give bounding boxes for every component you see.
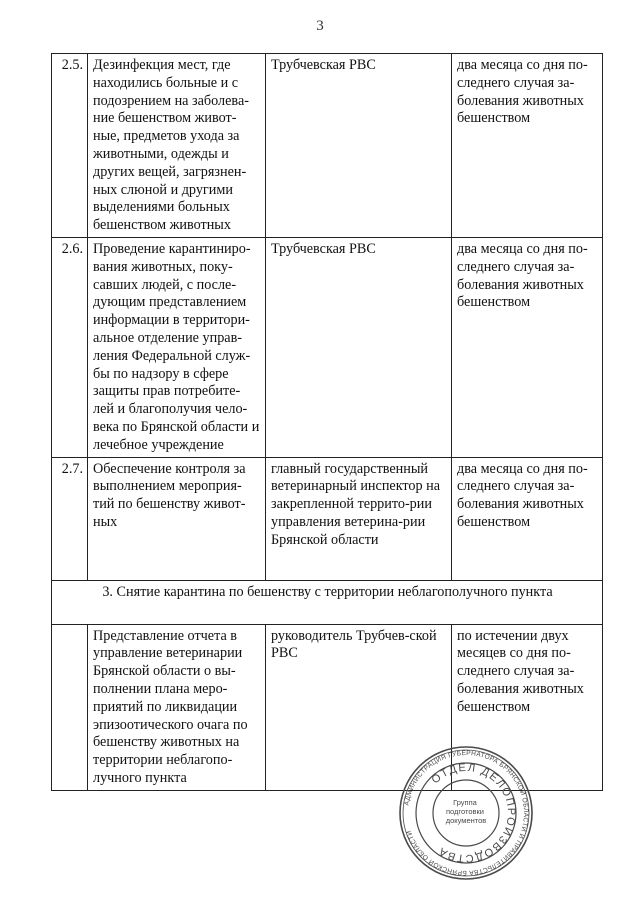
stamp-center-text: Группа подготовки документов xyxy=(445,798,487,825)
row-number: 2.6. xyxy=(52,237,88,457)
row-number: 2.7. xyxy=(52,457,88,580)
section-row xyxy=(52,580,603,624)
section-title: 3. Снятие карантина по бешенству с территории неблагополучного пункта xyxy=(52,580,603,624)
action-cell: Проведение карантиниро-вания животных, поку-савших людей, с после-дующим представлением информации в территори-альное отделение управ-ления Федеральной служ-бы по надзору в сфере защиты прав потребите-лей и благополучия чело-века по Брянской области и лечебное учреждение xyxy=(88,237,266,457)
action-cell: Обеспечение контроля за выполнением мероприя-тий по бешенству живот-ных xyxy=(88,457,266,580)
measures-table xyxy=(51,53,603,791)
responsible-cell: Трубчевская РВС xyxy=(266,237,452,457)
action-cell: Представление отчета в управление ветеринарии Брянской области о вы-полнении плана меро-приятий по ликвидации эпизоотического очага по бешенству животных на территории неблагопо-лучного пункта xyxy=(88,624,266,790)
action-cell: Дезинфекция мест, где находились больные и с подозрением на заболева-ние бешенством живот-ные, предметов ухода за животными, одежды и других вещей, загрязнен-ных слюной и другими выделениями больных бешенством животных xyxy=(88,54,266,238)
table-row xyxy=(52,54,603,238)
term-cell: два месяца со дня по-следнего случая за-болевания животных бешенством xyxy=(452,237,603,457)
term-cell: два месяца со дня по-следнего случая за-болевания животных бешенством xyxy=(452,457,603,580)
term-cell: по истечении двух месяцев со дня по-следнего случая за-болевания животных бешенством xyxy=(452,624,603,790)
table-row xyxy=(52,457,603,580)
responsible-cell: руководитель Трубчев-ской РВС xyxy=(266,624,452,790)
term-cell: два месяца со дня по-следнего случая за-болевания животных бешенством xyxy=(452,54,603,238)
row-number: 2.5. xyxy=(52,54,88,238)
responsible-cell: Трубчевская РВС xyxy=(266,54,452,238)
row-number xyxy=(52,624,88,790)
responsible-cell: главный государственный ветеринарный инспектор на закрепленной террито-рии управления ветерина-рии Брянской области xyxy=(266,457,452,580)
stamp-middle-text: ОТДЕЛ ДЕЛОПРОИЗВОДСТВА xyxy=(429,761,518,865)
stamp-outer-text: АДМИНИСТРАЦИЯ ГУБЕРНАТОРА БРЯНСКОЙ ОБЛАСТИ И ПРАВИТЕЛЬСТВА БРЯНСКОЙ ОБЛАСТИ xyxy=(403,749,530,877)
page-number: 3 xyxy=(316,18,324,34)
table-row xyxy=(52,237,603,457)
office-stamp xyxy=(398,745,534,881)
